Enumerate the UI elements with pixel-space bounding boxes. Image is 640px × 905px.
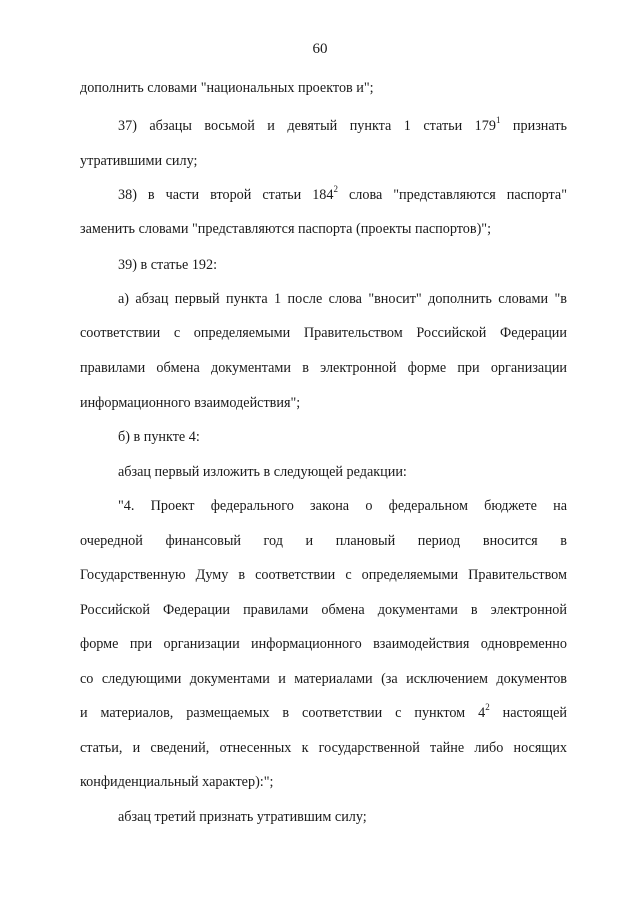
text-line: [80, 635, 567, 653]
text-segment: дополнить словами "национальных проектов и";: [80, 80, 374, 96]
text-line: [118, 428, 200, 446]
text-segment: информационного взаимодействия";: [80, 395, 301, 411]
text-segment: признать: [500, 118, 567, 134]
text-segment: соответствии с определяемыми Правительством Российской Федерации: [80, 325, 567, 341]
text-segment: абзац третий признать утратившим силу;: [118, 809, 367, 825]
text-line: [118, 808, 367, 826]
text-segment: 39) в статье 192:: [118, 257, 218, 273]
text-line: [80, 704, 567, 722]
superscript-index: 1: [495, 115, 501, 126]
text-line: [118, 256, 217, 274]
text-segment: настоящей: [489, 705, 567, 721]
text-segment: 37) абзацы восьмой и девятый пункта 1 статьи 179: [118, 118, 496, 134]
text-segment: правилами обмена документами в электронной форме при организации: [80, 360, 567, 376]
text-line: [80, 152, 197, 170]
text-segment: Государственную Думу в соответствии с определяемыми Правительством: [80, 567, 567, 583]
text-segment: со следующими документами и материалами (за исключением документов: [80, 671, 567, 687]
text-segment: Российской Федерации правилами обмена документами в электронной: [80, 602, 567, 618]
text-segment: статьи, и сведений, отнесенных к государственной тайне либо носящих: [80, 740, 567, 756]
superscript-index: 2: [333, 184, 338, 195]
text-line: [80, 670, 567, 688]
text-line: [80, 324, 567, 342]
text-line: [118, 463, 407, 481]
text-line: [118, 290, 567, 308]
text-line: [80, 359, 567, 377]
text-segment: "4. Проект федерального закона о федеральном бюджете на: [118, 498, 567, 514]
text-line: [80, 79, 374, 97]
text-line: [80, 773, 273, 791]
text-line: [80, 566, 567, 584]
text-segment: заменить словами "представляются паспорта (проекты паспортов)";: [80, 221, 492, 237]
text-line: [118, 117, 567, 135]
text-line: [118, 497, 567, 515]
text-segment: абзац первый изложить в следующей редакции:: [118, 464, 407, 480]
text-line: [80, 220, 491, 238]
text-segment: а) абзац первый пункта 1 после слова "вносит" дополнить словами "в: [118, 291, 567, 307]
text-line: [80, 394, 300, 412]
text-segment: слова "представляются паспорта": [337, 187, 567, 203]
text-line: [80, 601, 567, 619]
text-segment: и материалов, размещаемых в соответствии с пунктом 4: [80, 705, 486, 721]
superscript-index: 2: [485, 702, 490, 713]
text-line: [80, 532, 567, 550]
text-segment: утратившими силу;: [80, 153, 198, 169]
text-segment: конфиденциальный характер):";: [80, 774, 274, 790]
text-segment: форме при организации информационного взаимодействия одновременно: [80, 636, 567, 652]
text-line: [80, 739, 567, 757]
page-number: 60: [312, 41, 328, 57]
text-segment: б) в пункте 4:: [118, 429, 200, 445]
text-line: [118, 186, 567, 204]
text-segment: очередной финансовый год и плановый период вносится в: [80, 533, 567, 549]
text-segment: 38) в части второй статьи 184: [118, 187, 334, 203]
